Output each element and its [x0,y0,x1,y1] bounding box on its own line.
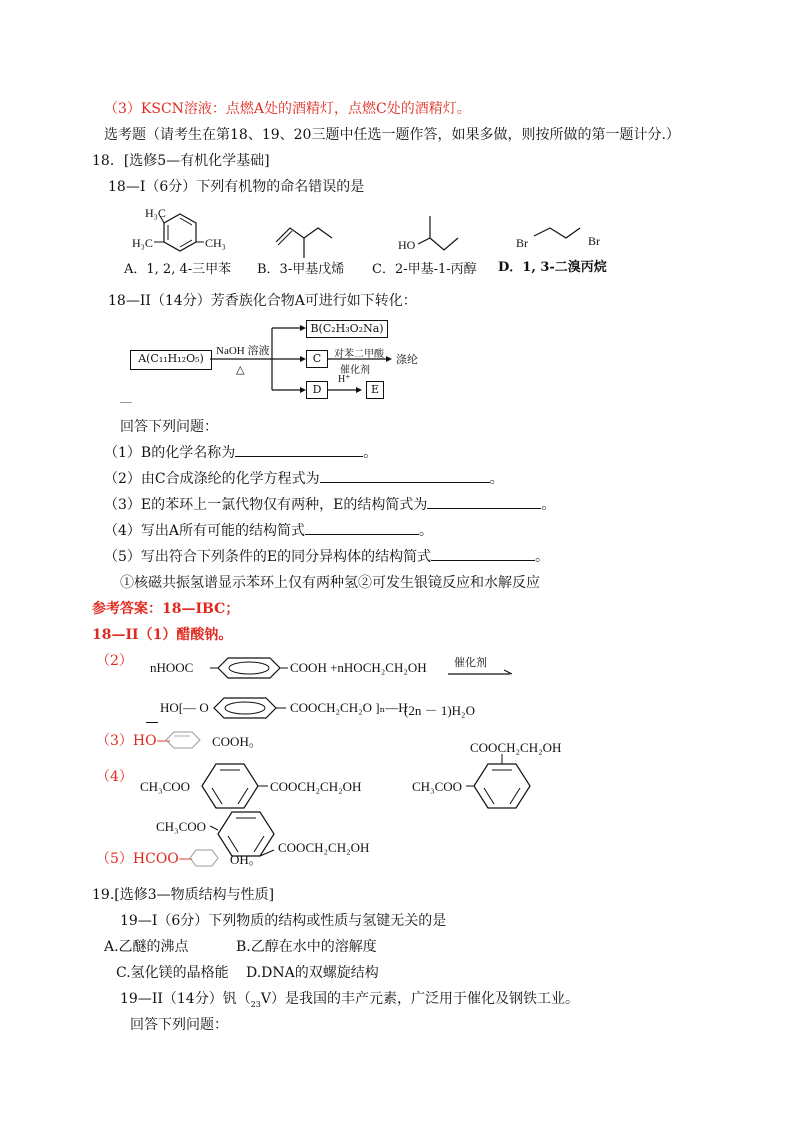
q19-answer-prompt: 回答下列问题： [130,1017,228,1033]
q19-title: 19.[选修3—物质结构与性质] [92,887,275,903]
scheme-c-box: C [306,350,328,368]
answer-5-benzene [186,846,226,870]
scheme-reagent-bottom: △ [236,364,245,376]
struct-a-label-1: H₃C [145,206,166,220]
scheme-reagent-top: NaOH 溶液 [216,345,270,357]
answer-2-right: COOH +nHOCH₂CH₂OH [290,660,427,675]
answer-4-s2-left: CH₃COO [412,779,463,794]
answer-2-catalyst: 催化剂 [454,657,487,669]
answer-2-dash [146,722,158,723]
q19-option-d: D.DNA的双螺旋结构 [246,965,379,981]
struct-a-label-3: CH₃ [205,236,226,250]
answer-3-tail: COOH。 [212,734,262,749]
q19-option-a: A.乙醚的沸点 [104,939,189,955]
answer-5-num: （5）HCOO— [96,851,193,867]
q18-option-c: C．2-甲基-1-丙醇 [372,262,477,277]
answer-prompt: 回答下列问题： [120,419,218,435]
answer-2-benzene-2 [206,694,296,724]
answer-4-benzene-2 [466,754,546,824]
q18-option-b: B．3-甲基戊烯 [257,262,345,277]
question-1: （1）B的化学名称为 。 [104,442,377,462]
q19-part1-stem: 19—I（6分）下列物质的结构或性质与氢键无关的是 [120,913,447,929]
q18-part1-stem: 18—I（6分）下列有机物的命名错误的是 [108,179,365,195]
struct-d-label-2: Br [588,234,600,248]
answer-2-num: （2） [96,653,133,669]
answer-4-s3-right: COOCH₂CH₂OH [278,840,370,855]
q19-option-b: B.乙醇在水中的溶解度 [236,939,377,955]
scheme-a-box: A(C₁₁H₁₂O₅) [130,350,212,370]
answer-2-water: (2n － 1)H₂O [404,703,475,718]
q18-option-a: A．1, 2, 4-三甲苯 [124,262,232,277]
scheme-d-reagent: H⁺ [338,374,351,385]
q18-title: 18．[选修5—有机化学基础] [92,153,270,169]
struct-d-label-1: Br [516,236,528,250]
q19-part2-stem: 19—II（14分）钒$(_{23}V)$是我国的丰产元素，广泛用于催化及钢铁工业。 [120,991,579,1009]
scheme-c-reagent-bottom: 催化剂 [340,365,370,376]
answer-2-prod-ho: HO[— O [160,700,209,715]
question-3: （3）E的苯环上一氯代物仅有两种，E的结构简式为 。 [104,494,555,514]
answer-4-num: （4） [96,769,133,785]
conditions: ①核磁共振氢谱显示苯环上仅有两种氢②可发生银镜反应和水解反应 [120,575,540,591]
struct-c-label: HO [398,238,416,252]
answer-4-s3-left: CH₃COO [156,819,207,834]
scheme-b-box: B(C₂H₃O₂Na) [306,320,388,338]
answer-3-benzene [160,728,210,752]
scheme-c-reagent-top: 对苯二甲酸 [334,349,384,360]
q17-answer-3: （3）KSCN溶液：点燃A处的酒精灯，点燃C处的酒精灯。 [104,101,471,117]
answer-2-arrow [448,668,518,680]
answer-2-left: nHOOC [150,660,194,675]
question-4: （4）写出A所有可能的结构简式 。 [104,520,433,540]
question-5: （5）写出符合下列条件的E的同分异构体的结构简式 。 [104,546,549,566]
q18-part2-stem: 18—II（14分）芳香族化合物A可进行如下转化： [108,293,417,309]
answer-2-benzene-1 [210,654,300,684]
answer-label: 参考答案：18—IBC； [92,601,240,617]
answer-1: 18—II（1）醋酸钠。 [92,627,233,643]
q18-option-d: D．1, 3-二溴丙烷 [498,260,607,275]
scheme-d-box: D [306,381,328,399]
scheme-e-box: E [366,381,384,399]
scheme-divider [120,402,132,403]
scheme-product: 涤纶 [396,354,418,366]
q19-option-c: C.氢化镁的晶格能 [116,965,229,981]
answer-4-s2-top: COOCH₂CH₂OH [470,740,562,755]
answer-2-prod-mid: COOCH₂CH₂O ]ₙ—H [290,700,408,715]
answer-4-s1-left: CH₃COO [140,779,191,794]
struct-a-label-2: H₃C [132,236,153,250]
answer-4-s1-right: COOCH₂CH₂OH [270,779,362,794]
answer-3-num: （3）HO— [96,733,171,749]
answer-5-tail: OH。 [230,852,262,867]
elective-intro: 选考题（请考生在第18、19、20三题中任选一题作答，如果多做，则按所做的第一题计分.） [104,127,680,143]
question-2: （2）由C合成涤纶的化学方程式为 。 [104,468,504,488]
